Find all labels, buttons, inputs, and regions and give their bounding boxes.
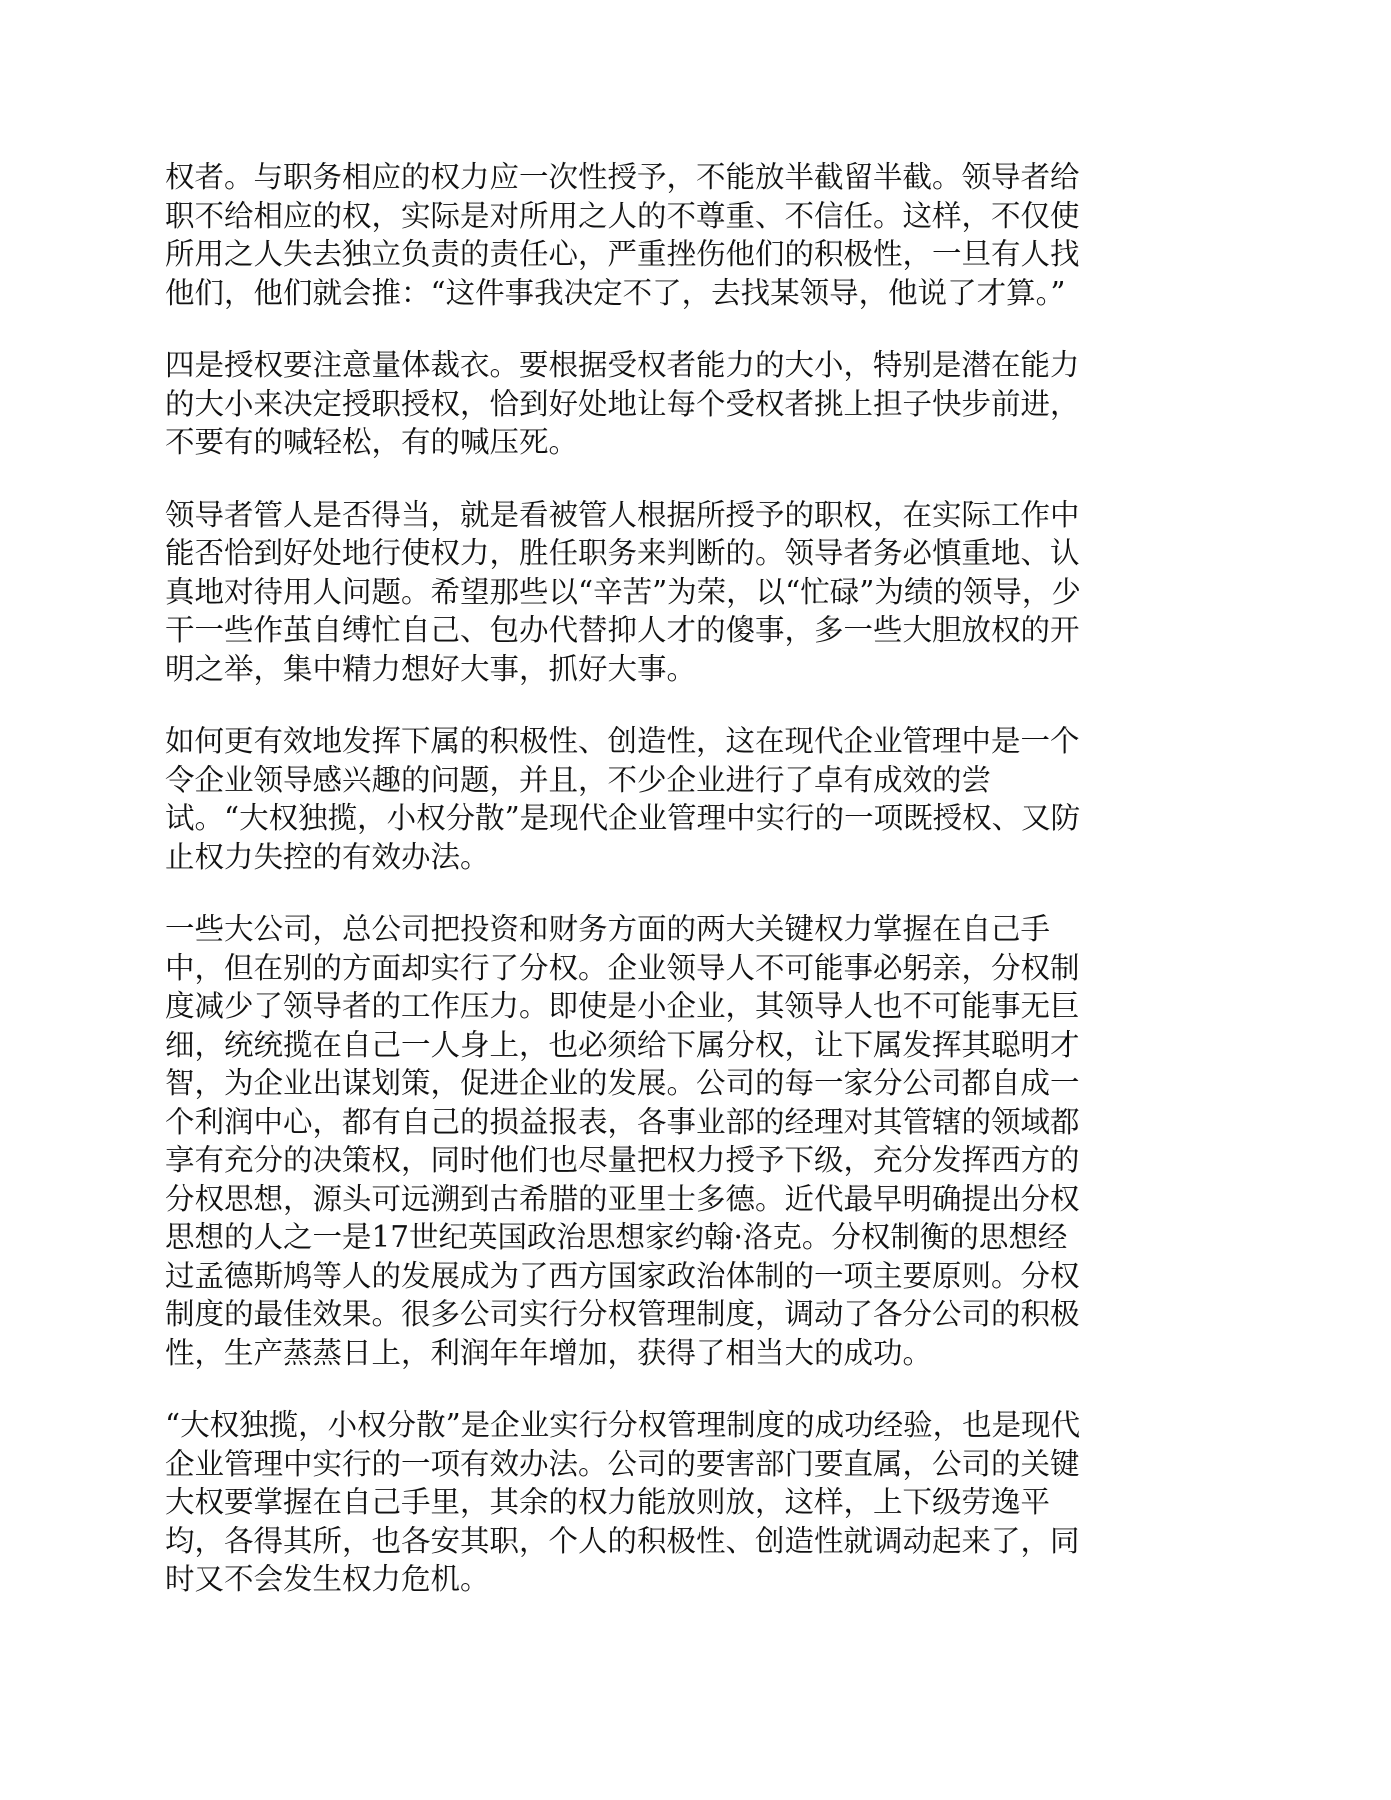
text-line: 止权力失控的有效办法。 [165,839,490,874]
text-line: 企业管理中实行的一项有效办法。公司的要害部门要直属，公司的关键 [165,1446,1080,1481]
text-line: 令企业领导感兴趣的问题，并且，不少企业进行了卓有成效的尝 [165,762,992,797]
text-line: 明之举，集中精力想好大事，抓好大事。 [165,651,697,686]
text-line: 中，但在别的方面却实行了分权。企业领导人不可能事必躬亲，分权制 [165,950,1080,985]
text-line: 如何更有效地发挥下属的积极性、创造性，这在现代企业管理中是一个 [165,724,1080,758]
text-line: 职不给相应的权，实际是对所用之人的不尊重、不信任。这样，不仅使 [165,198,1080,233]
paragraph [165,910,1225,1372]
text-line: 均，各得其所，也各安其职，个人的积极性、创造性就调动起来了，同 [165,1523,1080,1558]
text-line: 能否恰到好处地行使权力，胜任职务来判断的。领导者务必慎重地、认 [165,536,1080,570]
text-line: 智，为企业出谋划策，促进企业的发展。公司的每一家分公司都自成一 [165,1066,1080,1100]
text-line: 制度的最佳效果。很多公司实行分权管理制度，调动了各分公司的积极 [165,1297,1080,1331]
text-line: 领导者管人是否得当，就是看被管人根据所授予的职权，在实际工作中 [165,497,1080,532]
text-line: 试。“大权独揽，小权分散”是现代企业管理中实行的一项既授权、又防 [165,801,1081,835]
text-line: 分权思想，源头可远溯到古希腊的亚里士多德。近代最早明确提出分权 [165,1181,1080,1216]
document-body [165,158,1225,1633]
text-line: 大权要掌握在自己手里，其余的权力能放则放，这样，上下级劳逸平 [165,1485,1051,1519]
text-line: 思想的人之一是17世纪英国政治思想家约翰·洛克。分权制衡的思想经 [165,1220,1068,1254]
text-line: 时又不会发生权力危机。 [165,1562,490,1596]
text-line: 真地对待用人问题。希望那些以“辛苦”为荣，以“忙碌”为绩的领导，少 [165,574,1081,609]
text-line: 享有充分的决策权，同时他们也尽量把权力授予下级，充分发挥西方的 [165,1143,1080,1177]
text-line: 性，生产蒸蒸日上，利润年年增加，获得了相当大的成功。 [165,1335,933,1370]
text-line: 一些大公司，总公司把投资和财务方面的两大关键权力掌握在自己手 [165,912,1051,946]
text-line: 四是授权要注意量体裁衣。要根据受权者能力的大小，特别是潜在能力 [165,348,1080,382]
paragraph [165,722,1225,876]
paragraph [165,346,1225,462]
text-line: 细，统统揽在自己一人身上，也必须给下属分权，让下属发挥其聪明才 [165,1027,1080,1062]
text-line: 他们，他们就会推：“这件事我决定不了，去找某领导，他说了才算。” [165,275,1066,310]
paragraph [165,496,1225,689]
text-line: 所用之人失去独立负责的责任心，严重挫伤他们的积极性，一旦有人找 [165,237,1080,271]
text-line: 过孟德斯鸠等人的发展成为了西方国家政治体制的一项主要原则。分权 [165,1258,1080,1293]
text-line: 度减少了领导者的工作压力。即使是小企业，其领导人也不可能事无巨 [165,989,1080,1023]
text-line: 干一些作茧自缚忙自己、包办代替抑人才的傻事，多一些大胆放权的开 [165,613,1080,647]
text-line: 的大小来决定授职授权，恰到好处地让每个受权者挑上担子快步前进， [165,386,1080,421]
text-line: “大权独揽，小权分散”是企业实行分权管理制度的成功经验，也是现代 [165,1408,1081,1442]
text-line: 不要有的喊轻松，有的喊压死。 [165,425,579,459]
text-line: 个利润中心，都有自己的损益报表，各事业部的经理对其管辖的领域都 [165,1104,1080,1139]
text-line: 权者。与职务相应的权力应一次性授予，不能放半截留半截。领导者给 [165,160,1080,194]
paragraph [165,158,1225,312]
paragraph [165,1406,1225,1599]
